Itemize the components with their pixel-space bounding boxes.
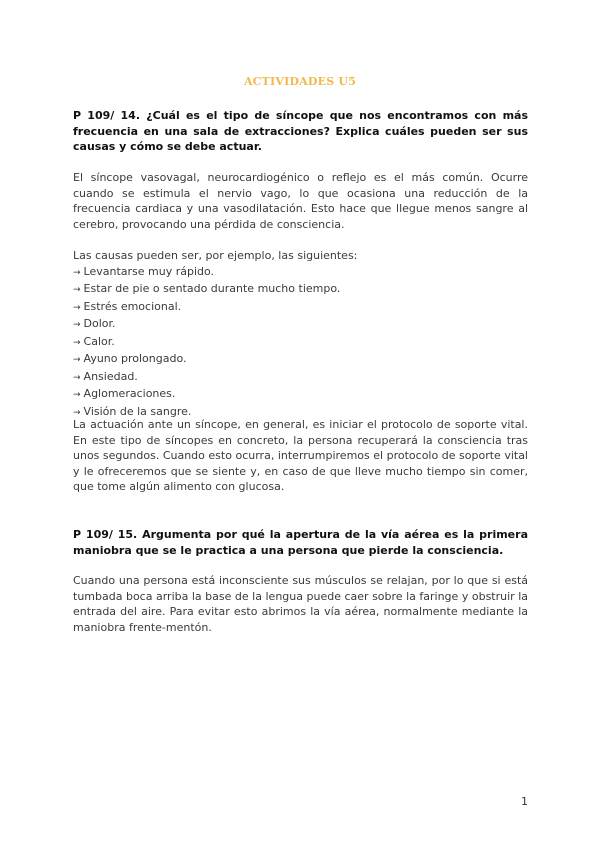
arrow-bullet-icon: →	[73, 267, 81, 278]
arrow-bullet-icon: →	[73, 337, 81, 348]
list-item	[73, 299, 528, 317]
page-title: ACTIVIDADES U5	[243, 75, 357, 88]
arrow-bullet-icon: →	[73, 390, 81, 400]
cause-text: Levantarse muy rápido.	[83, 264, 215, 278]
answer-14-paragraph-2: La actuación ante un síncope, en general, es iniciar el protocolo de soporte vital. En este tipo de síncopes en concreto, la persona recuperará la consciencia tras unos segundos. Cuando esto ocurra, interrumpiremos el protocolo de soporte vital y le ofreceremos que se siente y, en caso de que lleve mucho tiempo sin comer, que tome algún alimento con glucosa.	[73, 418, 528, 493]
arrow-bullet-icon: →	[73, 407, 81, 418]
question-14: P 109/ 14. ¿Cuál es el tipo de síncope que nos encontramos con más frecuencia en una sala de extracciones? Explica cuáles pueden ser sus causas y cómo se debe actuar.	[73, 109, 528, 153]
arrow-bullet-icon: →	[73, 302, 81, 313]
answer-15: Cuando una persona está inconsciente sus músculos se relajan, por lo que si está tumbada boca arriba la base de la lengua puede caer sobre la faringe y obstruir la entrada del aire. Para evitar esto abrimos la vía aérea, normalmente mediante la maniobra frente-mentón.	[73, 574, 528, 634]
list-item	[73, 281, 528, 299]
cause-text: Ayuno prolongado.	[83, 352, 187, 365]
cause-text: Ansiedad.	[83, 369, 138, 383]
causes-intro: Las causas pueden ser, por ejemplo, las siguientes:	[73, 249, 358, 262]
arrow-bullet-icon: →	[73, 320, 81, 330]
list-item	[73, 351, 528, 369]
cause-text: Aglomeraciones.	[83, 387, 176, 400]
cause-text: Estar de pie o sentado durante mucho tiempo.	[83, 282, 341, 295]
cause-text: Calor.	[83, 334, 115, 348]
list-item	[73, 386, 528, 404]
list-item	[73, 264, 528, 282]
page-number: 1	[521, 795, 528, 808]
list-item	[73, 334, 528, 352]
arrow-bullet-icon: →	[73, 285, 81, 295]
answer-14-paragraph-1: El síncope vasovagal, neurocardiogénico o reflejo es el más común. Ocurre cuando se estimula el nervio vago, lo que ocasiona una reducción de la frecuencia cardiaca y una vasodilatación. Esto hace que llegue menos sangre al cerebro, provocando una pérdida de consciencia.	[73, 171, 528, 231]
list-item	[73, 369, 528, 387]
cause-text: Estrés emocional.	[83, 299, 182, 313]
list-item	[73, 316, 528, 334]
arrow-bullet-icon: →	[73, 355, 81, 365]
cause-text: Visión de la sangre.	[83, 404, 192, 418]
arrow-bullet-icon: →	[73, 372, 81, 383]
cause-text: Dolor.	[83, 317, 116, 330]
causes-list	[73, 264, 528, 422]
causes-section	[73, 248, 528, 421]
question-15: P 109/ 15. Argumenta por qué la apertura de la vía aérea es la primera maniobra que se le practica a una persona que pierde la consciencia.	[73, 528, 528, 557]
